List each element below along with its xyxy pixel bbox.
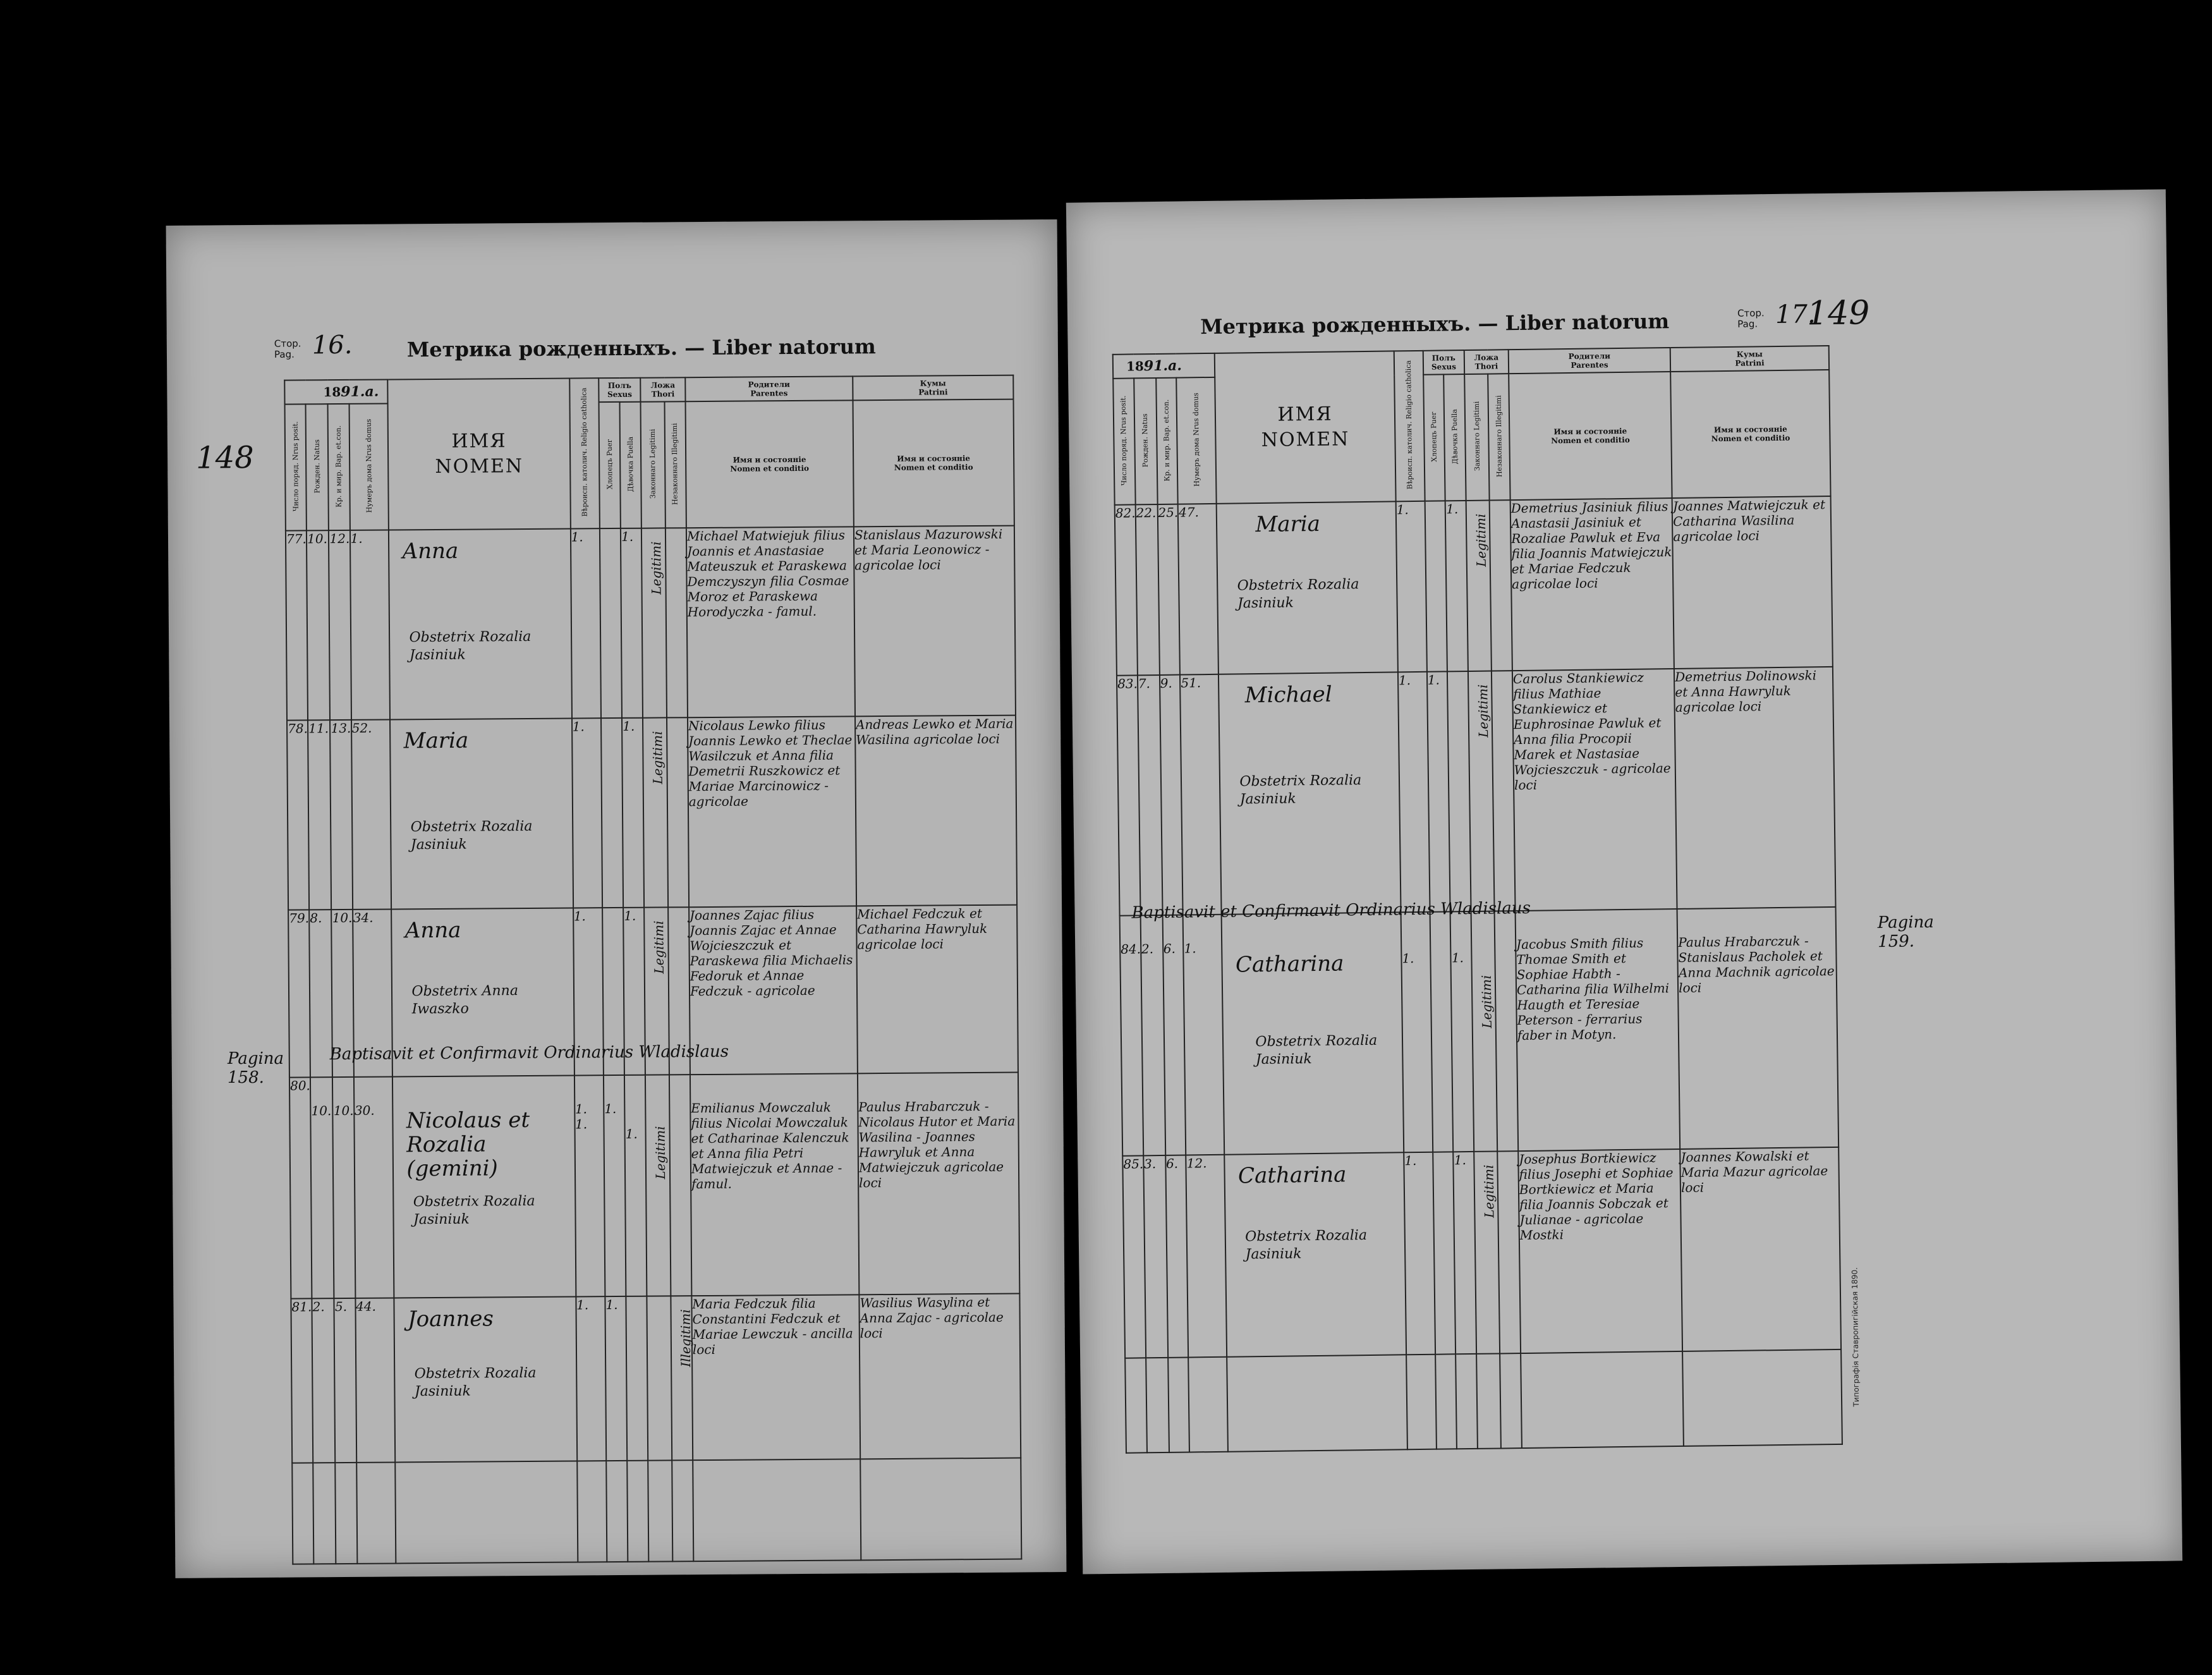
register-table — [284, 375, 1022, 1565]
row-bapt: 12. — [329, 530, 351, 720]
left-margin-note: Pagina 158. — [228, 1049, 284, 1087]
row-girl — [1447, 671, 1471, 911]
row-parents: Jacobus Smith filius Thomae Smith et Sophiae Habth - Catharina filia Wilhelmi Haugth et Teresiae Peterson - ferrarius faber in Motyn. — [1515, 909, 1680, 1151]
sex-header: Полъ Sexus — [599, 378, 641, 402]
row-legit: Legitimi — [1468, 671, 1495, 911]
row-religion: 1. — [572, 718, 602, 908]
name-header: ИМЯ NOMEN — [388, 378, 571, 530]
row-house: 34. — [353, 909, 393, 1076]
row-born: 10. — [310, 1077, 334, 1298]
pag-label: Стор. Pag. — [1737, 307, 1765, 330]
row-legit: Legitimi — [1474, 1151, 1500, 1353]
row-parents: Nicolaus Lewko filius Joannis Lewko et Theclae Wasilczuk et Anna filia Demetrii Ruszkowicz et Mariae Marcinowicz - agricolae — [688, 716, 856, 907]
row-name: Catharina Obstetrix Rozalia Jasiniuk — [1225, 1152, 1406, 1356]
row-illegit — [1490, 500, 1512, 671]
row-boy — [600, 528, 622, 718]
row-legit: Legitimi — [644, 907, 669, 1075]
row-house: 52. — [351, 719, 392, 909]
page-number: 16. — [312, 330, 353, 360]
row-legit — [647, 1296, 672, 1460]
row-girl: 1. — [621, 528, 643, 718]
religion-header: Вѣроисп. католич. Religio catholica — [1394, 351, 1425, 502]
row-boy — [601, 718, 623, 908]
row-illegit — [665, 528, 688, 717]
row-num: 77. — [286, 530, 308, 720]
row-house: 51. — [1180, 674, 1222, 915]
row-legit: Legitimi — [645, 1075, 671, 1296]
row-girl: 1. — [623, 908, 645, 1075]
bed-header: Ложа Thori — [1464, 350, 1509, 374]
row-patrini: Wasilius Wasylina et Anna Zajac - agricolae loci — [859, 1294, 1021, 1459]
row-boy: 1. — [604, 1075, 626, 1296]
row-parents: Josephus Bortkiewicz filius Josephi et Sophiae Bortkiewicz et Maria filia Joannis Sobczak et Julianae - agricolae Mostki — [1518, 1149, 1682, 1353]
row-parents: Demetrius Jasiniuk filius Anastasii Jasiniuk et Rozaliae Pawluk et Eva filia Joannis Matwiejczuk et Mariae Fedczuk agricolae loci — [1510, 498, 1675, 671]
row-illegit — [667, 717, 689, 907]
row-parents: Emilianus Mowczaluk filius Nicolai Mowczaluk et Catharinae Kalenczuk et Anna filia Petri Matwiejczuk et Annae - famul. — [690, 1073, 859, 1296]
born-header: Рожден. Natus — [306, 404, 329, 530]
pag-label: Стор. Pag. — [274, 338, 301, 360]
row-born: 2. — [312, 1298, 336, 1463]
house-header: Нумеръ дома Nrus domus — [349, 404, 389, 530]
row-num: 80. — [289, 1077, 312, 1298]
row-house: 12. — [1186, 1155, 1227, 1358]
row-religion: 1. — [573, 908, 604, 1075]
bapt-header: Кр. и мир. Bap. et.con. — [1156, 378, 1178, 504]
row-patrini: Paulus Hrabarczuk - Stanislaus Pacholek et Anna Machnik agricolae loci — [1677, 907, 1838, 1149]
row-girl: 1. — [1454, 1152, 1477, 1354]
row-boy: 1. — [1427, 671, 1450, 911]
table-row — [1115, 496, 1833, 676]
row-parents: Michael Matwiejuk filius Joannis et Anastasiae Mateuszuk et Paraskewa Demczyszyn filia Cosmae Moroz et Paraskewa Horodyczka - famul. — [686, 527, 855, 717]
row-name: Anna Obstetrix Rozalia Jasiniuk — [389, 528, 571, 719]
row-bapt: 5. — [334, 1298, 356, 1463]
table-row — [1117, 667, 1836, 916]
row-name: Catharina Obstetrix Rozalia Jasiniuk — [1222, 912, 1404, 1154]
row-patrini: Joannes Kowalski et Maria Mazur agricolae loci — [1680, 1147, 1841, 1351]
row-born: 8. — [309, 910, 332, 1077]
row-house: 30. — [354, 1076, 394, 1298]
row-illegit — [1497, 1151, 1521, 1353]
parents-header: Родители Parentes — [1509, 348, 1671, 374]
row-girl: 1. — [1445, 501, 1468, 671]
boy-header: Хлопецъ Puer — [599, 402, 621, 528]
row-name: Joannes Obstetrix Rozalia Jasiniuk — [394, 1296, 577, 1462]
row-patrini: Joannes Matwiejczuk et Catharina Wasilina agricolae loci — [1672, 496, 1833, 669]
row-legit: Legitimi — [1471, 911, 1498, 1152]
row-born: 10. — [307, 530, 330, 720]
row-illegit: Illegitimi — [671, 1296, 693, 1460]
row-religion: 1. 1. — [574, 1075, 605, 1296]
row-boy — [1430, 911, 1453, 1152]
printer-imprint: Типографія Ставропигійская 1890. — [1850, 1267, 1861, 1407]
patrini-subheader: Имя и состояніе Nomen et conditio — [853, 399, 1014, 527]
patrini-header: Кумы Patrini — [1670, 346, 1829, 372]
row-girl: 1. — [1450, 911, 1474, 1152]
row-house: 47. — [1178, 504, 1218, 675]
left-page — [166, 219, 1067, 1578]
house-header: Нумеръ дома Nrus domus — [1177, 377, 1217, 504]
margin-page-number: 149 — [1806, 294, 1870, 333]
row-patrini: Michael Fedczuk et Catharina Hawryluk agricolae loci — [856, 905, 1018, 1074]
table-row — [1122, 1147, 1841, 1358]
row-religion: 1. — [1396, 501, 1427, 673]
page-title: Метрика рожденныхъ. — Liber natorum — [406, 334, 876, 362]
parents-header: Родители Parentes — [685, 376, 853, 401]
boy-header: Хлопецъ Puer — [1423, 374, 1445, 501]
legit-header: Законнаго Legitimi — [1464, 374, 1490, 501]
row-patrini: Demetrius Dolinowski et Anna Hawryluk agricolae loci — [1674, 667, 1835, 909]
row-illegit — [669, 1075, 692, 1296]
row-name: Nicolaus et Rozalia (gemini) Obstetrix Rozalia Jasiniuk — [392, 1075, 576, 1298]
row-boy: 1. — [605, 1296, 627, 1461]
right-page — [1066, 189, 2182, 1574]
table-row — [287, 716, 1017, 910]
row-num: 85. — [1122, 1155, 1146, 1358]
num-header: Число поряд. Nrus posit. — [285, 404, 307, 530]
patrini-subheader: Имя и состояніе Nomen et conditio — [1670, 370, 1830, 498]
row-house: 44. — [355, 1298, 396, 1462]
row-num: 84. — [1120, 915, 1143, 1155]
parents-subheader: Имя и состояніе Nomen et conditio — [685, 400, 853, 528]
row-patrini: Andreas Lewko et Maria Wasilina agricolae loci — [855, 716, 1017, 906]
row-bapt: 10. — [332, 910, 354, 1077]
row-patrini: Stanislaus Mazurowski et Maria Leonowicz - agricolae loci — [854, 526, 1016, 717]
row-religion: 1. — [576, 1296, 606, 1461]
book-spread — [171, 190, 2187, 1593]
row-girl: 1. — [624, 1075, 647, 1296]
baptism-note: Baptisavit et Confirmavit Ordinarius Wladislaus — [329, 1042, 729, 1064]
row-parents: Maria Fedczuk filia Constantini Fedczuk et Mariae Lewczuk - ancilla loci — [691, 1294, 860, 1460]
row-num: 82. — [1115, 504, 1138, 675]
bapt-header: Кр. и мир. Bap. et.con. — [328, 404, 350, 530]
girl-header: Дѣвочка Puella — [620, 402, 642, 528]
row-num: 79. — [288, 910, 310, 1077]
row-born: 22. — [1135, 504, 1159, 675]
row-patrini: Paulus Hrabarczuk - Nicolaus Hutor et Maria Wasilina - Joannes Hawryluk et Anna Matwiejczuk agricolae loci — [858, 1073, 1019, 1295]
row-house: 1. — [349, 530, 390, 719]
row-name: Maria Obstetrix Rozalia Jasiniuk — [390, 718, 573, 909]
legit-header: Законнаго Legitimi — [641, 401, 665, 528]
row-bapt: 25. — [1157, 504, 1180, 675]
girl-header: Дѣвочка Puella — [1444, 374, 1466, 501]
row-born: 7. — [1138, 675, 1163, 915]
row-religion: 1. — [1398, 672, 1430, 913]
row-born: 3. — [1143, 1155, 1168, 1358]
row-boy — [1433, 1152, 1456, 1354]
row-born: 11. — [308, 720, 331, 910]
row-parents: Carolus Stankiewicz filius Mathiae Stankiewicz et Euphrosinae Pawluk et Anna filia Procopii Marek et Nastasiae Wojcieszczuk - agricolae loci — [1512, 669, 1677, 911]
row-parents: Joannes Zajac filius Joannis Zajac et Annae Wojcieszczuk et Paraskewa filia Michaelis Fedoruk et Annae Fedczuk - agricolae — [689, 906, 858, 1075]
row-religion: 1. — [1404, 1152, 1435, 1355]
baptism-note: Baptisavit et Confirmavit Ordinarius Wladislaus — [1131, 898, 1531, 923]
row-boy — [1425, 501, 1447, 671]
num-header: Число поряд. Nrus posit. — [1113, 378, 1135, 504]
row-num: 83. — [1117, 675, 1140, 915]
row-girl — [626, 1296, 648, 1461]
right-margin-note: Pagina 159. — [1877, 913, 1935, 952]
row-illegit — [1492, 671, 1515, 911]
religion-header: Вѣроисп. католич. Religio catholica — [569, 378, 600, 528]
row-house: 1. — [1183, 915, 1225, 1155]
illegit-header: Незаконнаго Illegitimi — [1488, 374, 1510, 500]
row-bapt: 6. — [1165, 1155, 1189, 1358]
row-bapt: 6. — [1162, 915, 1186, 1155]
row-girl: 1. — [622, 718, 644, 908]
row-religion: 1. — [1401, 912, 1432, 1153]
row-legit: Legitimi — [643, 717, 668, 907]
page-title: Метрика рожденныхъ. — Liber natorum — [1200, 309, 1670, 339]
row-name: Anna Obstetrix Anna Iwaszko — [392, 908, 574, 1076]
born-header: Рожден. Natus — [1134, 378, 1157, 504]
row-religion: 1. — [571, 528, 601, 718]
table-row-empty — [1125, 1349, 1842, 1453]
row-name: Maria Obstetrix Rozalia Jasiniuk — [1217, 501, 1398, 674]
table-row — [289, 1073, 1019, 1299]
row-legit: Legitimi — [1466, 501, 1492, 671]
parents-subheader: Имя и состояніе Nomen et conditio — [1509, 372, 1672, 500]
row-name: Michael Obstetrix Rozalia Jasiniuk — [1218, 672, 1401, 914]
row-bapt: 9. — [1160, 675, 1183, 915]
illegit-header: Незаконнаго Illegitimi — [664, 401, 686, 528]
year-cell: 1891.a. — [1113, 353, 1215, 379]
table-row — [291, 1294, 1021, 1463]
row-bapt: 13. — [330, 720, 352, 910]
row-born: 2. — [1140, 915, 1165, 1155]
table-row-empty — [292, 1458, 1021, 1564]
name-header: ИМЯ NOMEN — [1215, 351, 1395, 503]
row-legit: Legitimi — [641, 528, 667, 717]
patrini-header: Кумы Patrini — [853, 375, 1013, 401]
margin-page-number: 148 — [195, 439, 254, 476]
table-row — [1120, 907, 1839, 1156]
sex-header: Полъ Sexus — [1423, 350, 1464, 375]
row-illegit — [1495, 911, 1518, 1151]
bed-header: Ложа Thori — [640, 377, 685, 401]
row-bapt: 10. — [332, 1077, 355, 1298]
page-number: 17. — [1775, 300, 1816, 330]
row-num: 81. — [291, 1298, 313, 1463]
row-num: 78. — [287, 720, 309, 910]
year-cell: 1891.a. — [284, 380, 388, 405]
table-row — [286, 526, 1016, 721]
